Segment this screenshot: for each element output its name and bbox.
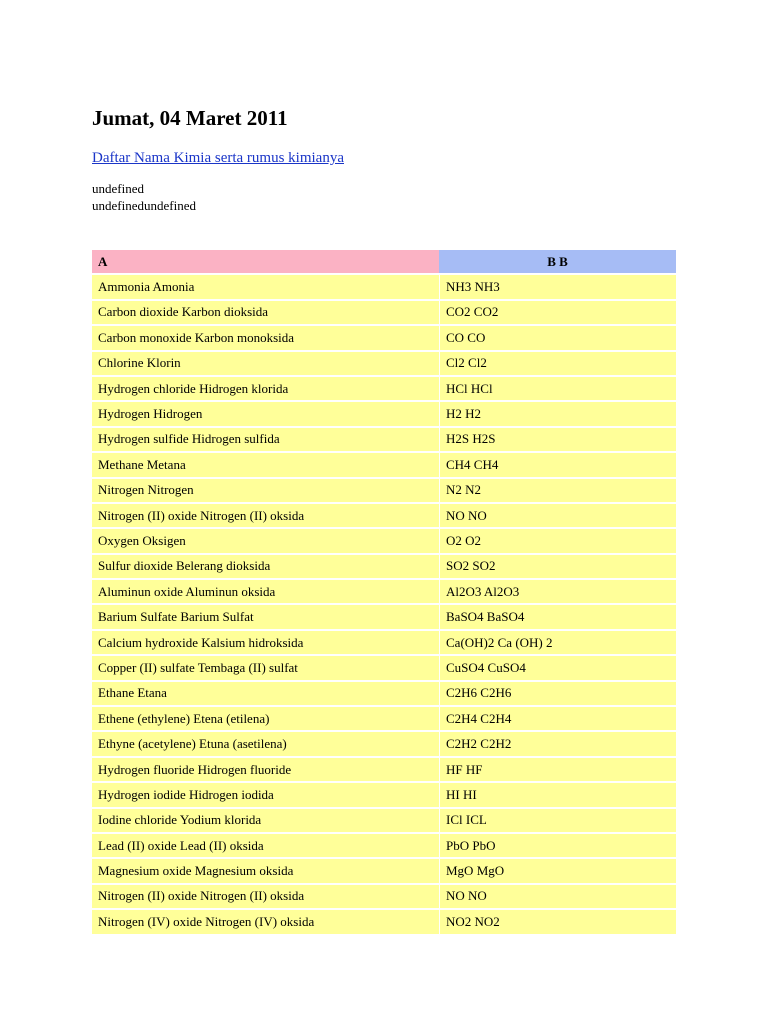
chemical-formula-cell: PbO PbO [439, 834, 676, 857]
chemical-formula-cell: H2 H2 [439, 402, 676, 425]
blog-post [92, 104, 676, 929]
chemical-name-cell: Carbon dioxide Karbon dioksida [92, 301, 439, 324]
table-row [92, 910, 676, 933]
chemical-name-cell: Magnesium oxide Magnesium oksida [92, 859, 439, 882]
chemical-formula-cell: O2 O2 [439, 529, 676, 552]
table-row [92, 301, 676, 324]
chemical-name-cell: Ethene (ethylene) Etena (etilena) [92, 707, 439, 730]
table-row [92, 580, 676, 603]
chemical-formula-cell: MgO MgO [439, 859, 676, 882]
table-row [92, 352, 676, 375]
table-row [92, 809, 676, 832]
chemical-formula-cell: SO2 SO2 [439, 555, 676, 578]
chemical-formula-cell: NO NO [439, 885, 676, 908]
chemical-formula-cell: ICl ICL [439, 809, 676, 832]
chemical-name-cell: Oxygen Oksigen [92, 529, 439, 552]
chemical-formula-cell: Cl2 Cl2 [439, 352, 676, 375]
chemical-name-cell: Iodine chloride Yodium klorida [92, 809, 439, 832]
chemical-name-cell: Lead (II) oxide Lead (II) oksida [92, 834, 439, 857]
chemical-names-table [92, 248, 676, 936]
post-meta [92, 180, 676, 214]
table-row [92, 732, 676, 755]
table-row [92, 377, 676, 400]
table-row [92, 783, 676, 806]
chemical-name-cell: Calcium hydroxide Kalsium hidroksida [92, 631, 439, 654]
chemical-formula-cell: HF HF [439, 758, 676, 781]
chemical-name-cell: Ethyne (acetylene) Etuna (asetilena) [92, 732, 439, 755]
header-col-b: B B [439, 250, 676, 273]
post-title-link[interactable]: Daftar Nama Kimia serta rumus kimianya [92, 150, 344, 166]
chemical-name-cell: Ammonia Amonia [92, 275, 439, 298]
table-row [92, 656, 676, 679]
chemical-formula-cell: C2H2 C2H2 [439, 732, 676, 755]
chemical-formula-cell: CH4 CH4 [439, 453, 676, 476]
chemical-formula-cell: N2 N2 [439, 479, 676, 502]
chemical-formula-cell: NH3 NH3 [439, 275, 676, 298]
chemical-name-cell: Aluminun oxide Aluminun oksida [92, 580, 439, 603]
table-row [92, 758, 676, 781]
chemical-formula-cell: H2S H2S [439, 428, 676, 451]
table-row [92, 834, 676, 857]
chemical-name-cell: Copper (II) sulfate Tembaga (II) sulfat [92, 656, 439, 679]
table-row [92, 885, 676, 908]
chemical-name-cell: Hydrogen sulfide Hidrogen sulfida [92, 428, 439, 451]
table-row [92, 605, 676, 628]
header-col-a: A [92, 250, 439, 273]
chemical-formula-cell: NO NO [439, 504, 676, 527]
table-row [92, 453, 676, 476]
chemical-name-cell: Nitrogen (II) oxide Nitrogen (II) oksida [92, 885, 439, 908]
chemical-name-cell: Nitrogen Nitrogen [92, 479, 439, 502]
chemical-name-cell: Methane Metana [92, 453, 439, 476]
chemical-name-cell: Hydrogen fluoride Hidrogen fluoride [92, 758, 439, 781]
table-row [92, 275, 676, 298]
chemical-formula-cell: C2H6 C2H6 [439, 682, 676, 705]
chemical-formula-cell: CuSO4 CuSO4 [439, 656, 676, 679]
table-row [92, 859, 676, 882]
meta-line-2: undefinedundefined [92, 198, 196, 213]
table-row [92, 479, 676, 502]
table-row [92, 555, 676, 578]
post-date: Jumat, 04 Maret 2011 [92, 106, 288, 130]
chemical-formula-cell: HI HI [439, 783, 676, 806]
chemical-formula-cell: CO2 CO2 [439, 301, 676, 324]
table-row [92, 402, 676, 425]
chemical-name-cell: Chlorine Klorin [92, 352, 439, 375]
chemical-formula-cell: CO CO [439, 326, 676, 349]
table-row [92, 326, 676, 349]
table-header-row [92, 250, 676, 273]
meta-line-1: undefined [92, 181, 144, 196]
chemical-formula-cell: HCl HCl [439, 377, 676, 400]
chemical-formula-cell: BaSO4 BaSO4 [439, 605, 676, 628]
table-row [92, 529, 676, 552]
chemical-name-cell: Hydrogen iodide Hidrogen iodida [92, 783, 439, 806]
table-row [92, 504, 676, 527]
chemical-formula-cell: Ca(OH)2 Ca (OH) 2 [439, 631, 676, 654]
chemical-formula-cell: Al2O3 Al2O3 [439, 580, 676, 603]
chemical-name-cell: Hydrogen Hidrogen [92, 402, 439, 425]
table-row [92, 682, 676, 705]
chemical-name-cell: Sulfur dioxide Belerang dioksida [92, 555, 439, 578]
chemical-name-cell: Hydrogen chloride Hidrogen klorida [92, 377, 439, 400]
table-row [92, 428, 676, 451]
chemical-formula-cell: NO2 NO2 [439, 910, 676, 933]
chemical-name-cell: Carbon monoxide Karbon monoksida [92, 326, 439, 349]
table-body [92, 275, 676, 933]
table-row [92, 707, 676, 730]
chemical-name-cell: Nitrogen (IV) oxide Nitrogen (IV) oksida [92, 910, 439, 933]
table-row [92, 631, 676, 654]
chemical-name-cell: Nitrogen (II) oxide Nitrogen (II) oksida [92, 504, 439, 527]
chemical-name-cell: Barium Sulfate Barium Sulfat [92, 605, 439, 628]
chemical-name-cell: Ethane Etana [92, 682, 439, 705]
chemical-formula-cell: C2H4 C2H4 [439, 707, 676, 730]
